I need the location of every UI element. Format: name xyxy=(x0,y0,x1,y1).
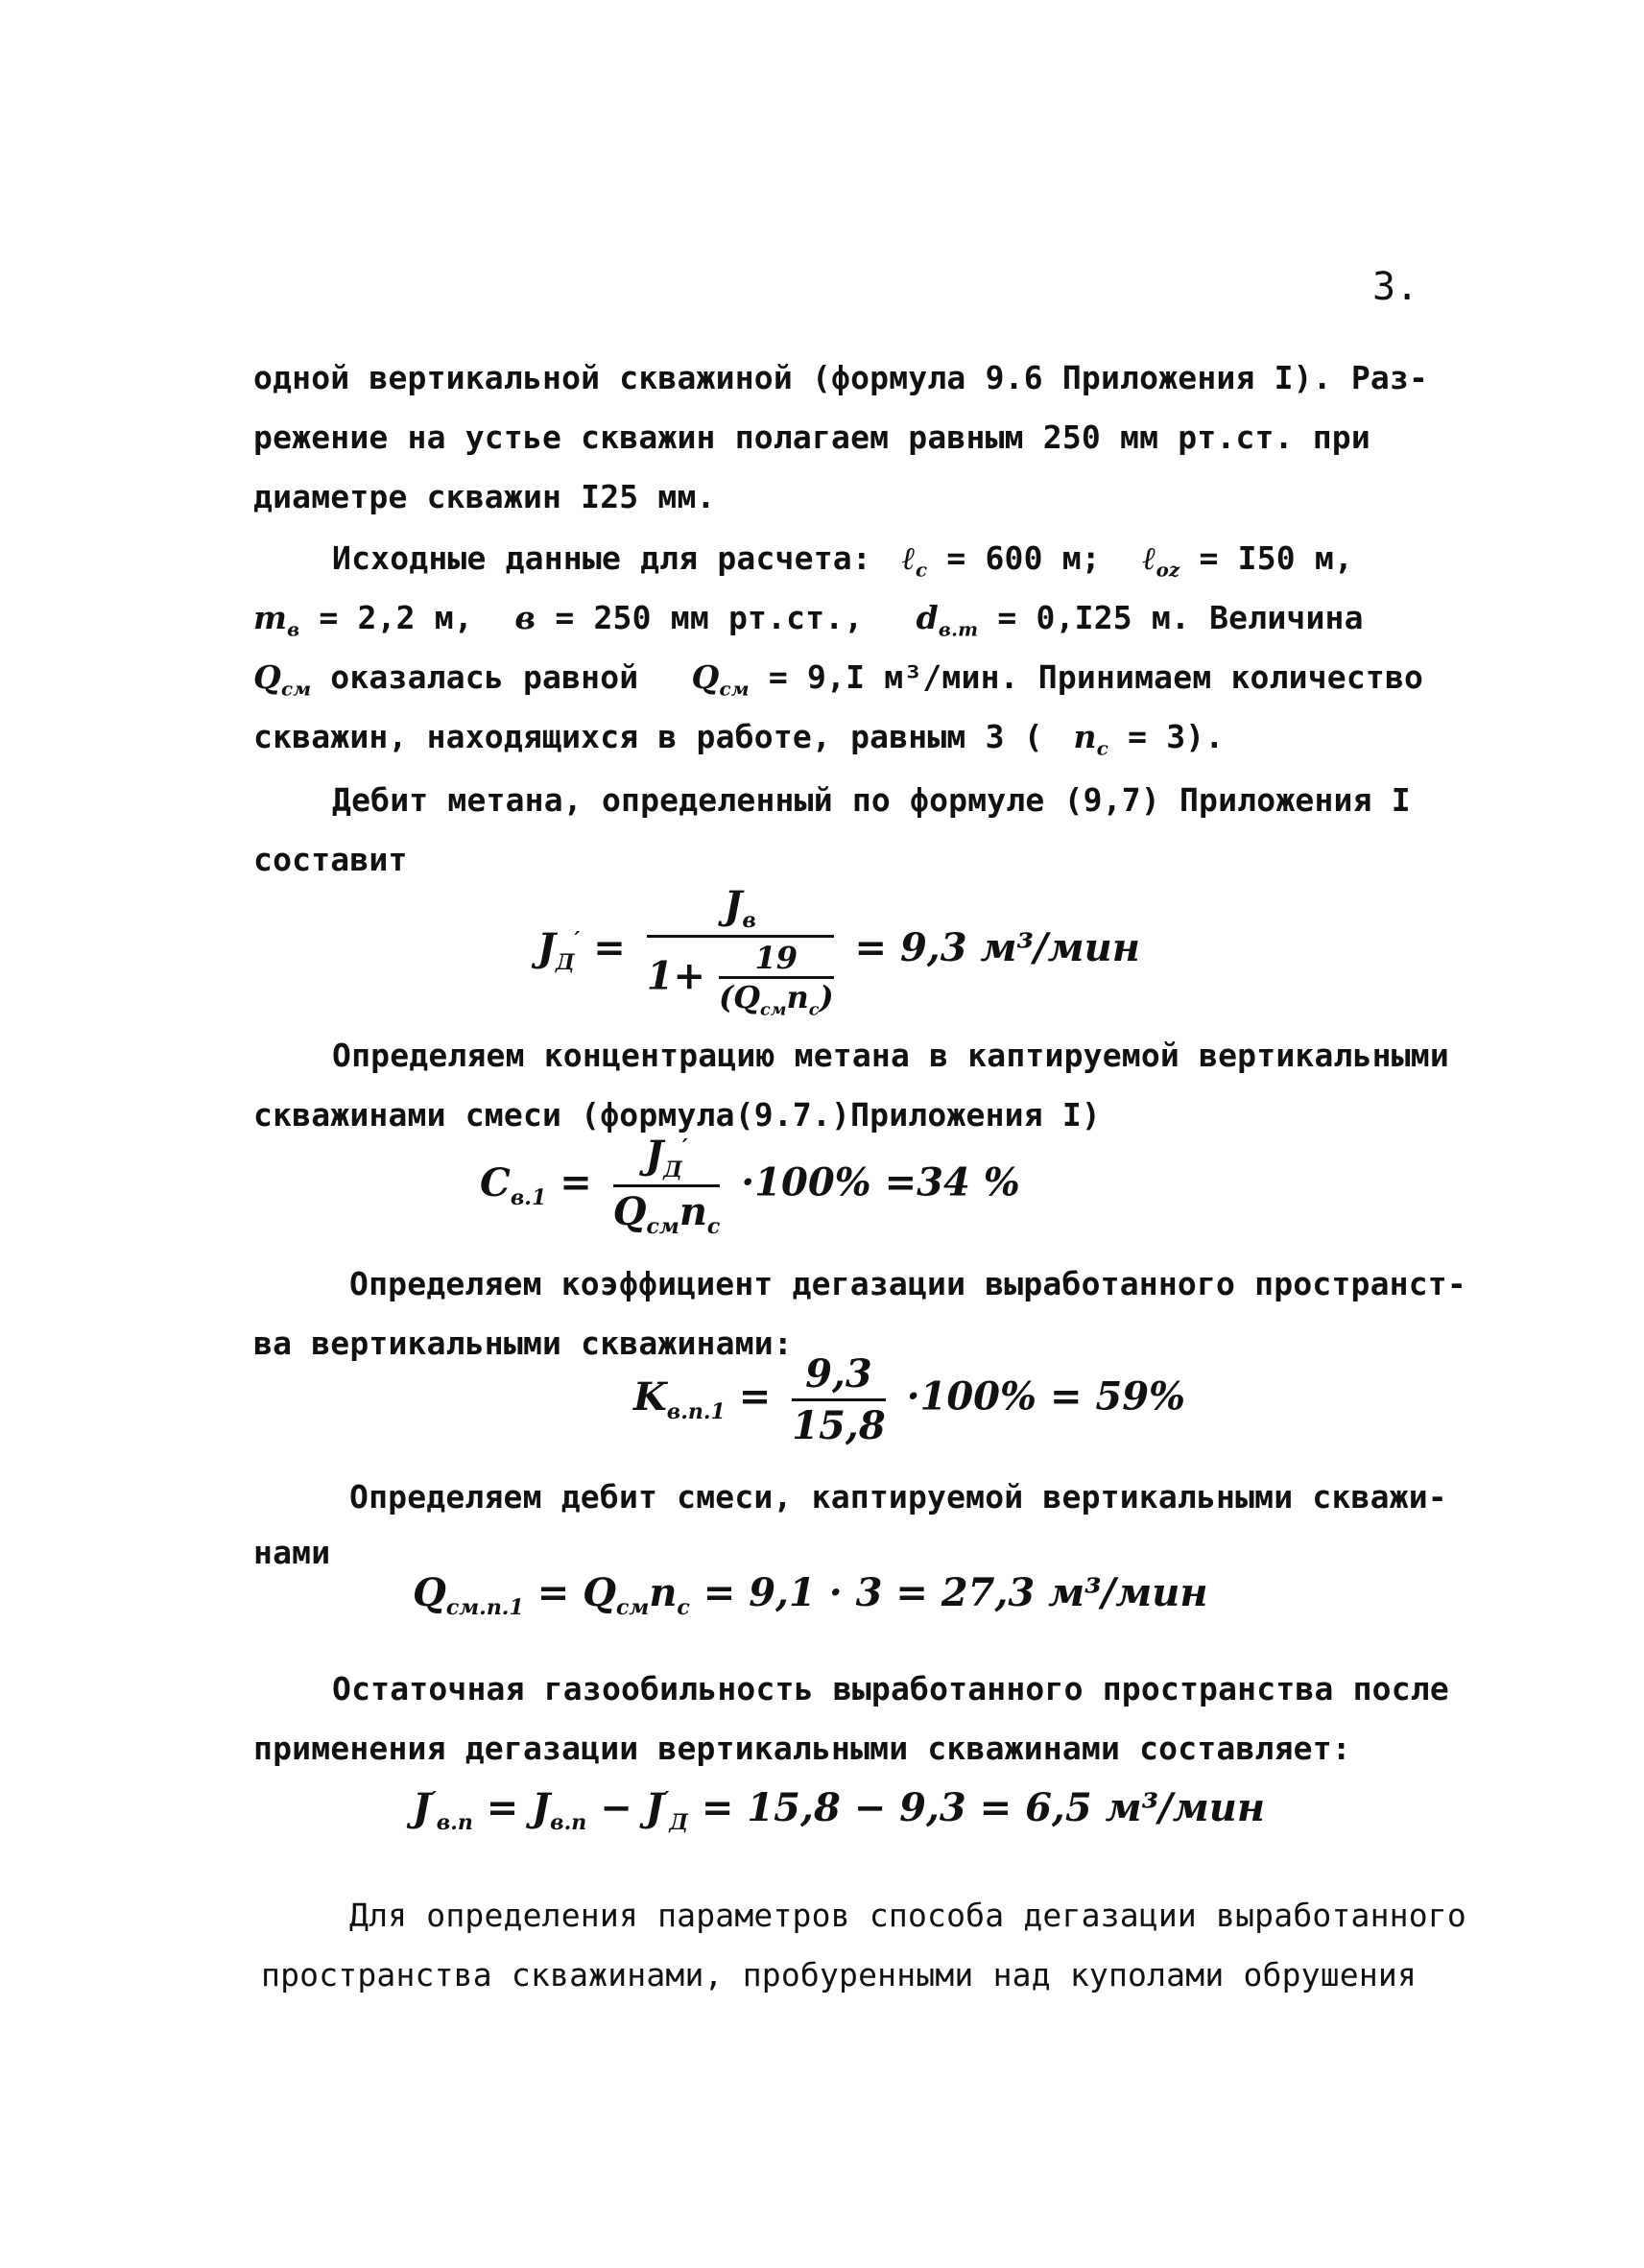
para7-line1: Остаточная газообильность выработанного пространства после xyxy=(332,1670,1449,1707)
f5-result: = 15,8 − 9,3 = 6,5 м³/мин xyxy=(701,1785,1266,1830)
para2-dvt-value: = 0,I25 м. Величина xyxy=(997,599,1364,636)
f1-numerator: $J_в$ xyxy=(647,883,834,938)
para4-line2: скважинами смеси (формула(9.7.)Приложения I) xyxy=(253,1096,1101,1134)
page-number: 3. xyxy=(1372,265,1419,309)
f2-fraction xyxy=(613,1133,721,1239)
para2-lc-value: = 600 м; xyxy=(946,539,1101,577)
f1-result: = 9,3 м³/мин xyxy=(854,925,1140,971)
para2-mv-value: = 2,2 м, xyxy=(319,599,473,636)
f3-result: ·100% = 59% xyxy=(906,1373,1186,1420)
para4-line1: Определяем концентрацию метана в каптируемой вертикальными xyxy=(332,1037,1449,1074)
para3-line1: Дебит метана, определенный по формуле (9,7) Приложения I xyxy=(332,781,1411,819)
para3-line2: составит xyxy=(253,841,408,878)
f2-lhs: $C_{в.1}$ xyxy=(480,1159,547,1210)
f4-lhs: $Q_{см.п.1}$ xyxy=(413,1570,524,1620)
para6-line2: нами xyxy=(253,1534,331,1571)
para2-line4 xyxy=(253,718,1224,760)
f4-mid: = $Q_{см}n_с$ xyxy=(536,1570,690,1620)
para1-line2: режение на устье скважин полагаем равным 250 мм рт.ст. при xyxy=(253,418,1370,456)
f3-denominator: 15,8 xyxy=(792,1403,886,1448)
f3-numerator: 9,3 xyxy=(792,1351,885,1401)
symbol-lc: ℓ$_c$ xyxy=(890,539,928,582)
f1-denominator: 1+ $\frac{19}{(Q_{см}n_с)}$ xyxy=(646,940,834,1020)
para8-line2: пространства скважинами, пробуренными над куполами обрушения xyxy=(261,1956,1418,1993)
para7-line2: применения дегазации вертикальными скважинами составляет: xyxy=(253,1730,1351,1767)
para2-qsm-text: оказалась равной xyxy=(330,658,639,696)
f1-inner-fraction: $\frac{19}{(Q_{см}n_с)}$ xyxy=(719,940,834,1020)
para2-nc-value: = 3). xyxy=(1128,718,1225,755)
symbol-mv: $m_в$ xyxy=(253,599,300,641)
f3-lhs: $K_{в.п.1}$ xyxy=(633,1373,726,1424)
formula-residual-gas xyxy=(413,1785,1265,1835)
para2-loz-value: = I50 м, xyxy=(1199,539,1354,577)
para2-qsm-value: = 9,I м³/мин. Принимаем количество xyxy=(768,658,1424,696)
f5-lhs: $J'_{в.п}$ xyxy=(413,1785,473,1835)
f2-numerator: $J_Д'$ xyxy=(613,1133,721,1187)
f2-result: ·100% =34 % xyxy=(741,1159,1020,1206)
f1-fraction xyxy=(647,883,834,1019)
para5-line2: ва вертикальными скважинами: xyxy=(253,1325,793,1362)
para8-line1: Для определения параметров способа дегазации выработанного xyxy=(349,1897,1466,1934)
formula-degassing-coefficient: $K_{в.п.1}$ = $\frac{9,3}{15,8}$ ·100% = 59% xyxy=(633,1351,1186,1448)
para2-line2 xyxy=(253,599,1364,641)
f5-minus: − $J'_Д$ xyxy=(600,1785,688,1835)
formula-mixture-debit xyxy=(413,1570,1208,1620)
para1-line1: одной вертикальной скважиной (формула 9.6 Приложения I). Раз- xyxy=(253,359,1429,396)
para2-b-value: = 250 мм рт.ст., xyxy=(555,599,864,636)
f3-fraction xyxy=(792,1351,885,1448)
f4-result: = 9,1 · 3 = 27,3 м³/мин xyxy=(703,1570,1208,1615)
f5-mid: = $J_{в.п}$ xyxy=(486,1785,587,1835)
symbol-loz: ℓ$_{оz}$ xyxy=(1119,539,1180,582)
f2-denominator: $Q_{см}n_с$ xyxy=(612,1189,721,1239)
para2-intro: Исходные данные для расчета: xyxy=(332,539,871,577)
symbol-nc: $n_с$ xyxy=(1061,718,1108,760)
symbol-qsm: $Q_{см}$ xyxy=(253,658,312,701)
symbol-dvt: $d_{в.т}$ xyxy=(882,599,979,641)
para1-line3: диаметре скважин I25 мм. xyxy=(253,478,716,515)
para2-line1 xyxy=(332,539,1353,582)
symbol-b: в xyxy=(492,599,536,636)
symbol-qsm-2: $Q_{см}$ xyxy=(657,658,750,701)
para2-line3 xyxy=(253,658,1423,701)
f1-lhs: $J_Д'$ xyxy=(537,925,581,976)
formula-concentration: $C_{в.1}$ = $\frac{J_Д'}{Q_{см}n_с}$ ·100% =34 % xyxy=(480,1133,1020,1239)
para6-line1: Определяем дебит смеси, каптируемой вертикальными скважи- xyxy=(349,1478,1447,1516)
para5-line1: Определяем коэффициент дегазации выработанного пространст- xyxy=(349,1265,1466,1302)
para2-wells-text: скважин, находящихся в работе, равным 3 ( xyxy=(253,718,1043,755)
formula-methane-debit: $J_Д'$ = $J_в$ 1+ $\frac{19}{(Q_{см}n_с)}$ = 9,3 м³/мин xyxy=(537,883,1140,1020)
